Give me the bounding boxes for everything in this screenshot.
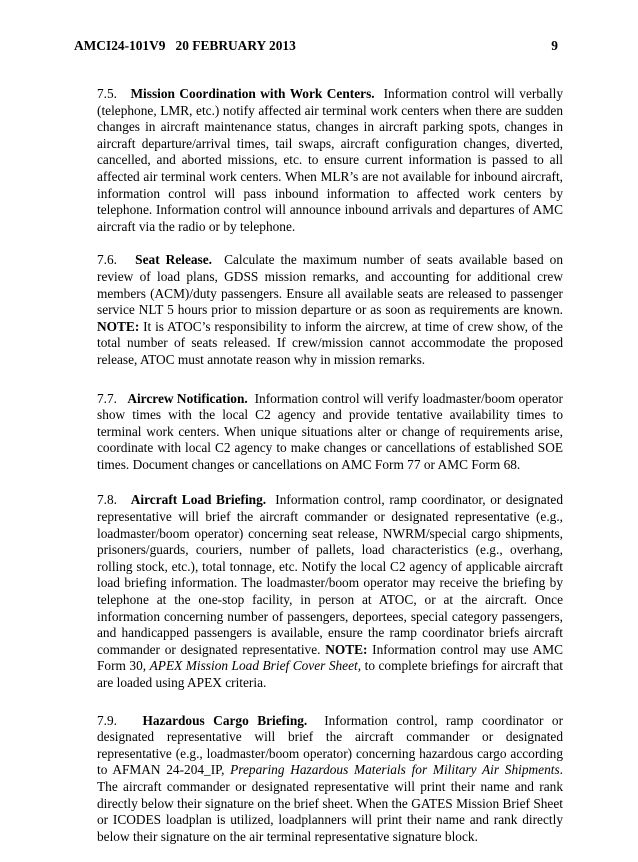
section-text-continued: . The aircraft commander or designated representative will print their name and rank directly below their signature on the brief sheet. When the GATES Mission Brief Sheet or ICODES loadplan is utilized, loadplanners will print their name and rank directly below their signature on the air terminal representative signature block.: [97, 762, 563, 844]
page-number: 9: [551, 38, 558, 53]
section-title: Aircrew Notification.: [127, 390, 248, 406]
note-label: NOTE:: [325, 641, 368, 657]
section-title: Seat Release.: [135, 252, 212, 268]
section-7-6: [97, 252, 563, 368]
section-number: 7.7.: [97, 390, 118, 406]
section-text-end: to complete briefings for aircraft that are loaded using APEX criteria.: [97, 658, 564, 690]
section-text-continued: Information control may use AMC Form 30,: [97, 641, 563, 674]
section-title: Hazardous Cargo Briefing.: [142, 712, 308, 728]
page-header: [74, 38, 558, 54]
section-text: Information control will verify loadmaster/boom operator show times with the local C2 agency and provide tentative availability times to terminal work centers. When unique situations alter or change of requirements arise, coordinate with local C2 agency to make changes or cancellations of established SOE times. Document changes or cancellations on AMC Form 77 or AMC Form 68.: [97, 390, 563, 472]
document-id: AMCI24-101V9 20 FEBRUARY 2013: [74, 38, 296, 53]
section-number: 7.9.: [97, 712, 118, 728]
note-label: NOTE:: [97, 318, 140, 334]
section-text: Calculate the maximum number of seats available based on review of load plans, GDSS mission remarks, and accounting for additional crew members (ACM)/duty passengers. Ensure all available seats are released to passenger service NLT 5 hours prior to mission departure or as soon as requirements are known.: [97, 252, 564, 318]
section-text: Information control, ramp coordinator, or designated representative will brief the aircraft commander or designated representative (e.g., loadmaster/boom operator) concerning seat release, NWRM/special cargo shipments, prisoners/guards, couriers, number of pallets, load characteristics (e.g., overhang, rolling stock, etc.), total tonnage, etc. Notify the local C2 agency of applicable aircraft load briefing information. The loadmaster/boom operator may receive the briefing by telephone at the one-stop facility, in person at ATOC, or at the aircraft. Once information concerning number of passengers, deportees, special category passengers, and handicapped passengers is available, ensure the ramp coordinator briefs aircraft commander or designated representative.: [97, 492, 563, 657]
section-7-5: [97, 86, 563, 235]
section-title: Mission Coordination with Work Centers.: [130, 86, 375, 101]
publication-title-italic: Preparing Hazardous Materials for Military Air Shipments: [230, 762, 560, 778]
form-title-italic: APEX Mission Load Brief Cover Sheet,: [149, 658, 362, 674]
section-number: 7.5.: [97, 86, 118, 101]
section-number: 7.8.: [97, 492, 118, 508]
section-text-continued: It is ATOC’s responsibility to inform the aircrew, at time of crew show, of the total number of seats released. If crew/mission cannot accommodate the proposed release, ATOC must annotate reason why in mission remarks.: [97, 318, 563, 367]
section-7-7: [97, 391, 563, 474]
section-title: Aircraft Load Briefing.: [130, 492, 267, 508]
section-7-8: [97, 492, 563, 691]
section-number: 7.6.: [97, 252, 118, 268]
document-body: [97, 86, 563, 862]
section-text: Information control will verbally (telephone, LMR, etc.) notify affected air terminal work centers when there are sudden changes in aircraft maintenance status, changes in aircraft parking spots, changes in aircraft departure/arrival times, tail swaps, aircraft configuration changes, diverted, cancelled, and aborted missions, etc. to ensure current information is passed to all affected air terminal work centers. When MLR’s are not available for inbound aircraft, information control will pass inbound information to affected work centers by telephone. Information control will announce inbound arrivals and departures of AMC aircraft via the radio or by telephone.: [97, 86, 563, 234]
section-text: Information control, ramp coordinator or designated representative will brief the aircraft commander or designated representative (e.g., loadmaster/boom operator) concerning hazardous cargo according to AFMAN 24-204_IP,: [97, 712, 564, 778]
section-7-9: [97, 713, 563, 846]
